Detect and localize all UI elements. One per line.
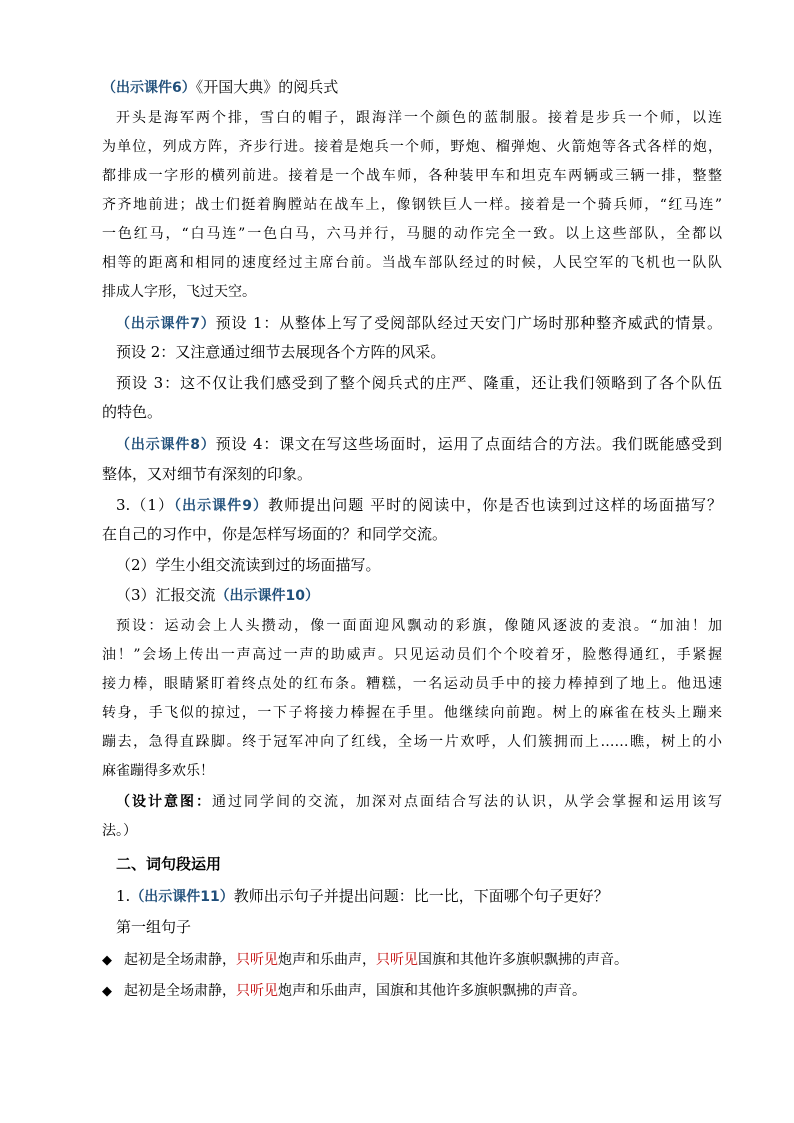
example-line: 预设：运动会上人头攒动，像一面面迎风飘动的彩旗，像随风逐波的麦浪。“加油！加 [116, 618, 722, 634]
question-line: 1.（出示课件11）教师出示句子并提出问题：比一比，下面哪个句子更好？ [116, 887, 609, 905]
paragraph-line: 齐齐地前进；战士们挺着胸膛站在战车上，像钢铁巨人一样。接着是一个骑兵师，“红马连” [102, 197, 722, 213]
diamond-bullet-icon: ◆ [102, 953, 112, 968]
preset-line: 整体，又对细节有深刻的印象。 [102, 465, 313, 483]
paragraph-line: 开头是海军两个排，雪白的帽子，跟海洋一个颜色的蓝制服。接着是步兵一个师，以连 [116, 110, 722, 126]
courseware-tag: （出示课件10） [215, 588, 320, 604]
preset-line: 预设 3：这不仅让我们感受到了整个阅兵式的庄严、隆重，还让我们领略到了各个队伍 [116, 374, 722, 392]
diamond-bullet-icon: ◆ [102, 984, 112, 999]
courseware-tag: （出示课件6） [102, 80, 196, 96]
example-line: 麻雀蹦得多欢乐！ [102, 763, 214, 779]
paragraph-line: 相等的距离和相同的速度经过主席台前。当战车部队经过的时候，人民空军的飞机也一队队 [102, 255, 722, 271]
question-line: 在自己的习作中，你是怎样写场面的？和同学交流。 [102, 525, 448, 543]
preset-line: （出示课件7）预设 1：从整体上写了受阅部队经过天安门广场时那种整齐威武的情景。 [116, 314, 722, 332]
example-line: 转身，手飞似的掠过，一下子将接力棒握在手里。他继续向前跑。树上的麻雀在枝头上蹦来 [102, 705, 722, 721]
example-line: 油！”会场上传出一声高过一声的助威声。只见运动员们个个咬着牙，脸憋得通红，手紧握 [102, 647, 722, 663]
courseware-tag: （出示课件11） [130, 889, 234, 905]
preset-line: 预设 2：又注意通过细节去展现各个方阵的风采。 [116, 343, 446, 361]
preset-line: （出示课件8）预设 4：课文在写这些场面时，运用了点面结合的方法。我们既能感受到 [116, 435, 722, 453]
question-line: 3.（1）（出示课件9）教师提出问题 平时的阅读中，你是否也读到过这样的场面描写？ [116, 496, 722, 514]
design-intent-label: （设计意图： [116, 794, 212, 810]
paragraph-line: 都排成一字形的横列前进。接着是一个战车师，各种装甲车和坦克车两辆或三辆一排，整整 [102, 168, 722, 184]
group-label: 第一组句子 [116, 918, 192, 936]
preset-line: 的特色。 [102, 403, 163, 421]
design-intent: 法。） [102, 823, 137, 839]
example-line: 接力棒，眼睛紧盯着终点处的红布条。糟糕，一名运动员手中的接力棒掉到了地上。他迅速 [102, 676, 722, 692]
sentence-bullet: ◆ 起初是全场肃静，只听见炮声和乐曲声，只听见国旗和其他许多旗帜飘拂的声音。 [102, 950, 722, 971]
design-intent: （设计意图：通过同学间的交流，加深对点面结合写法的认识，从学会掌握和运用该写 [116, 794, 722, 810]
paragraph-line: 排成人字形，飞过天空。 [102, 284, 256, 300]
section-title: （出示课件6）《开国大典》的阅兵式 [102, 78, 339, 96]
section-heading: 二、词句段运用 [116, 855, 222, 873]
courseware-tag: （出示课件7） [116, 316, 216, 332]
example-line: 蹦去，急得直跺脚。终于冠军冲向了红线，全场一片欢呼，人们簇拥而上……瞧，树上的小 [102, 734, 722, 750]
paragraph-line: 为单位，列成方阵，齐步行进。接着是炮兵一个师，野炮、榴弹炮、火箭炮等各式各样的炮， [102, 139, 722, 155]
step-line: （2）学生小组交流读到过的场面描写。 [116, 556, 381, 574]
courseware-tag: （出示课件8） [116, 437, 216, 453]
paragraph-line: 一色红马，“白马连”一色白马，六马并行，马腿的动作完全一致。以上这些部队，全都以 [102, 226, 722, 242]
courseware-tag: （出示课件9） [174, 498, 269, 514]
sentence-bullet: ◆ 起初是全场肃静，只听见炮声和乐曲声，国旗和其他许多旗帜飘拂的声音。 [102, 981, 722, 1002]
step-line: （3）汇报交流（出示课件10） [116, 586, 320, 604]
